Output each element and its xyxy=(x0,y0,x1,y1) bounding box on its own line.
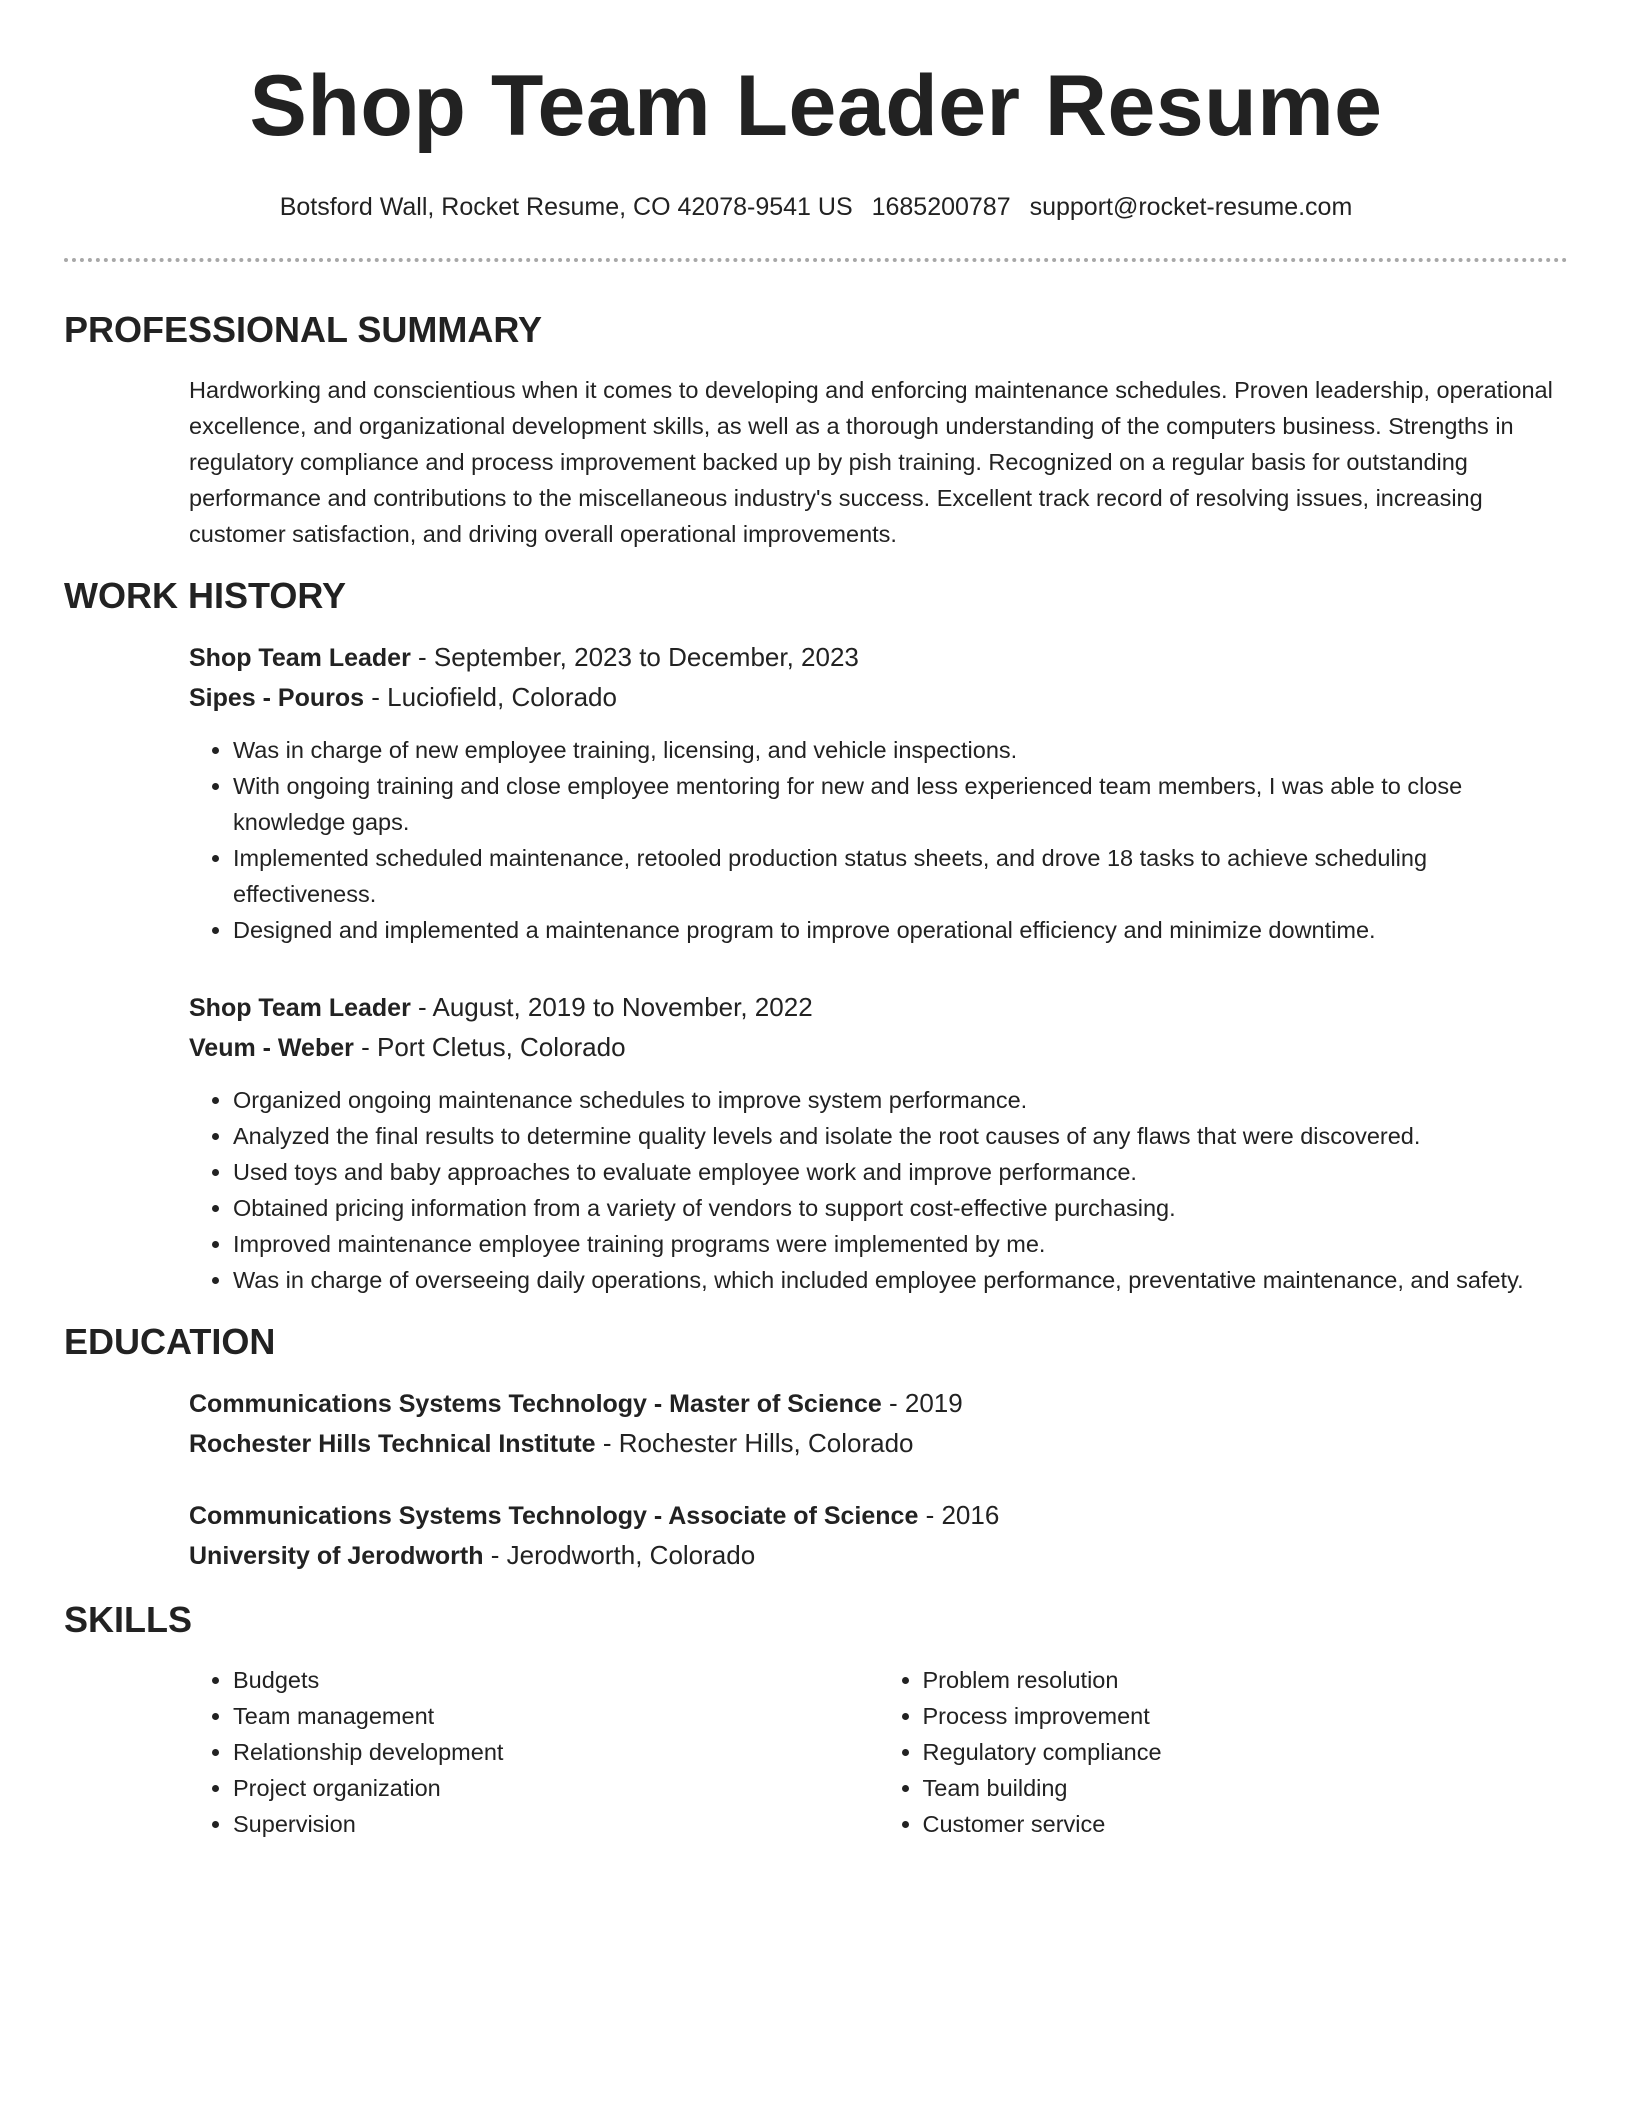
skill-item: • Project organization xyxy=(233,1770,879,1806)
skill-item: • Supervision xyxy=(233,1806,879,1842)
section-title-education: EDUCATION xyxy=(64,1321,276,1362)
list-item: • Obtained pricing information from a variety of vendors to support cost-effective purchasing. xyxy=(233,1190,1568,1226)
section-title-summary: PROFESSIONAL SUMMARY xyxy=(64,309,543,350)
job-company: Sipes - Pouros xyxy=(189,684,365,712)
degree-line xyxy=(189,1496,1568,1536)
job-bullets xyxy=(189,732,1568,948)
skills-list-left xyxy=(189,1662,879,1842)
list-item: • Improved maintenance employee training programs were implemented by me. xyxy=(233,1226,1568,1262)
skill-item: • Relationship development xyxy=(233,1734,879,1770)
school-line xyxy=(189,1424,1568,1464)
job-role: Shop Team Leader xyxy=(189,994,411,1022)
summary-section xyxy=(64,308,1568,552)
school-location: - Jerodworth, Colorado xyxy=(483,1540,756,1570)
school-name: University of Jerodworth xyxy=(189,1542,484,1570)
list-item: • Organized ongoing maintenance schedules to improve system performance. xyxy=(233,1082,1568,1118)
section-title-work-history: WORK HISTORY xyxy=(64,575,347,616)
contact-line xyxy=(64,192,1568,222)
skill-item: • Regulatory compliance xyxy=(923,1734,1569,1770)
job-title-line xyxy=(189,988,1568,1028)
education-section xyxy=(64,1320,1568,1576)
list-item: • Was in charge of overseeing daily operations, which included employee performance, preventative maintenance, and safety. xyxy=(233,1262,1568,1298)
degree-line xyxy=(189,1384,1568,1424)
section-title-skills: SKILLS xyxy=(64,1599,193,1640)
skill-item: • Team building xyxy=(923,1770,1569,1806)
education-entry xyxy=(189,1496,1568,1576)
job-company: Veum - Weber xyxy=(189,1034,354,1062)
skill-item: • Budgets xyxy=(233,1662,879,1698)
list-item: • With ongoing training and close employee mentoring for new and less experienced team members, I was able to close knowledge gaps. xyxy=(233,768,1568,840)
resume-header xyxy=(64,0,1568,222)
degree-year: - 2019 xyxy=(881,1388,963,1418)
list-item: • Designed and implemented a maintenance program to improve operational efficiency and minimize downtime. xyxy=(233,912,1568,948)
degree-name: Communications Systems Technology - Associate of Science xyxy=(189,1502,919,1530)
education-entry xyxy=(189,1384,1568,1464)
job-company-line xyxy=(189,1028,1568,1068)
degree-name: Communications Systems Technology - Master of Science xyxy=(189,1390,882,1418)
job-location: - Luciofield, Colorado xyxy=(364,682,617,712)
job-company-line xyxy=(189,678,1568,718)
summary-text: Hardworking and conscientious when it comes to developing and enforcing maintenance schedules. Proven leadership, operational excellence, and organizational development skills, as well as a thorough understanding of the computers business. Strengths in regulatory compliance and process improvement backed up by pish training. Recognized on a regular basis for outstanding performance and contributions to the miscellaneous industry's success. Excellent track record of resolving issues, increasing customer satisfaction, and driving overall operational improvements. xyxy=(189,377,1553,547)
school-line xyxy=(189,1536,1568,1576)
job-bullets xyxy=(189,1082,1568,1298)
list-item: • Used toys and baby approaches to evaluate employee work and improve performance. xyxy=(233,1154,1568,1190)
skills-section xyxy=(64,1598,1568,1842)
list-item: • Analyzed the final results to determine quality levels and isolate the root causes of any flaws that were discovered. xyxy=(233,1118,1568,1154)
work-history-section xyxy=(64,574,1568,1298)
job-location: - Port Cletus, Colorado xyxy=(353,1032,626,1062)
job-title-line xyxy=(189,638,1568,678)
list-item: • Was in charge of new employee training, licensing, and vehicle inspections. xyxy=(233,732,1568,768)
header-divider xyxy=(64,258,1568,262)
list-item: • Implemented scheduled maintenance, retooled production status sheets, and drove 18 tasks to achieve scheduling effectiveness. xyxy=(233,840,1568,912)
job-entry xyxy=(189,638,1568,948)
degree-year: - 2016 xyxy=(918,1500,1000,1530)
school-name: Rochester Hills Technical Institute xyxy=(189,1430,596,1458)
skill-item: • Problem resolution xyxy=(923,1662,1569,1698)
skill-item: • Team management xyxy=(233,1698,879,1734)
contact-email: support@rocket-resume.com xyxy=(1029,193,1353,221)
job-role: Shop Team Leader xyxy=(189,644,411,672)
school-location: - Rochester Hills, Colorado xyxy=(595,1428,914,1458)
skills-list-right xyxy=(879,1662,1569,1842)
skill-item: • Process improvement xyxy=(923,1698,1569,1734)
job-dates: - September, 2023 to December, 2023 xyxy=(410,642,859,672)
skills-columns xyxy=(189,1662,1568,1842)
skill-item: • Customer service xyxy=(923,1806,1569,1842)
job-entry xyxy=(189,988,1568,1298)
contact-address: Botsford Wall, Rocket Resume, CO 42078-9541 US xyxy=(279,193,853,221)
job-dates: - August, 2019 to November, 2022 xyxy=(410,992,813,1022)
contact-phone: 1685200787 xyxy=(871,193,1011,221)
resume-title: Shop Team Leader Resume xyxy=(249,58,1383,154)
